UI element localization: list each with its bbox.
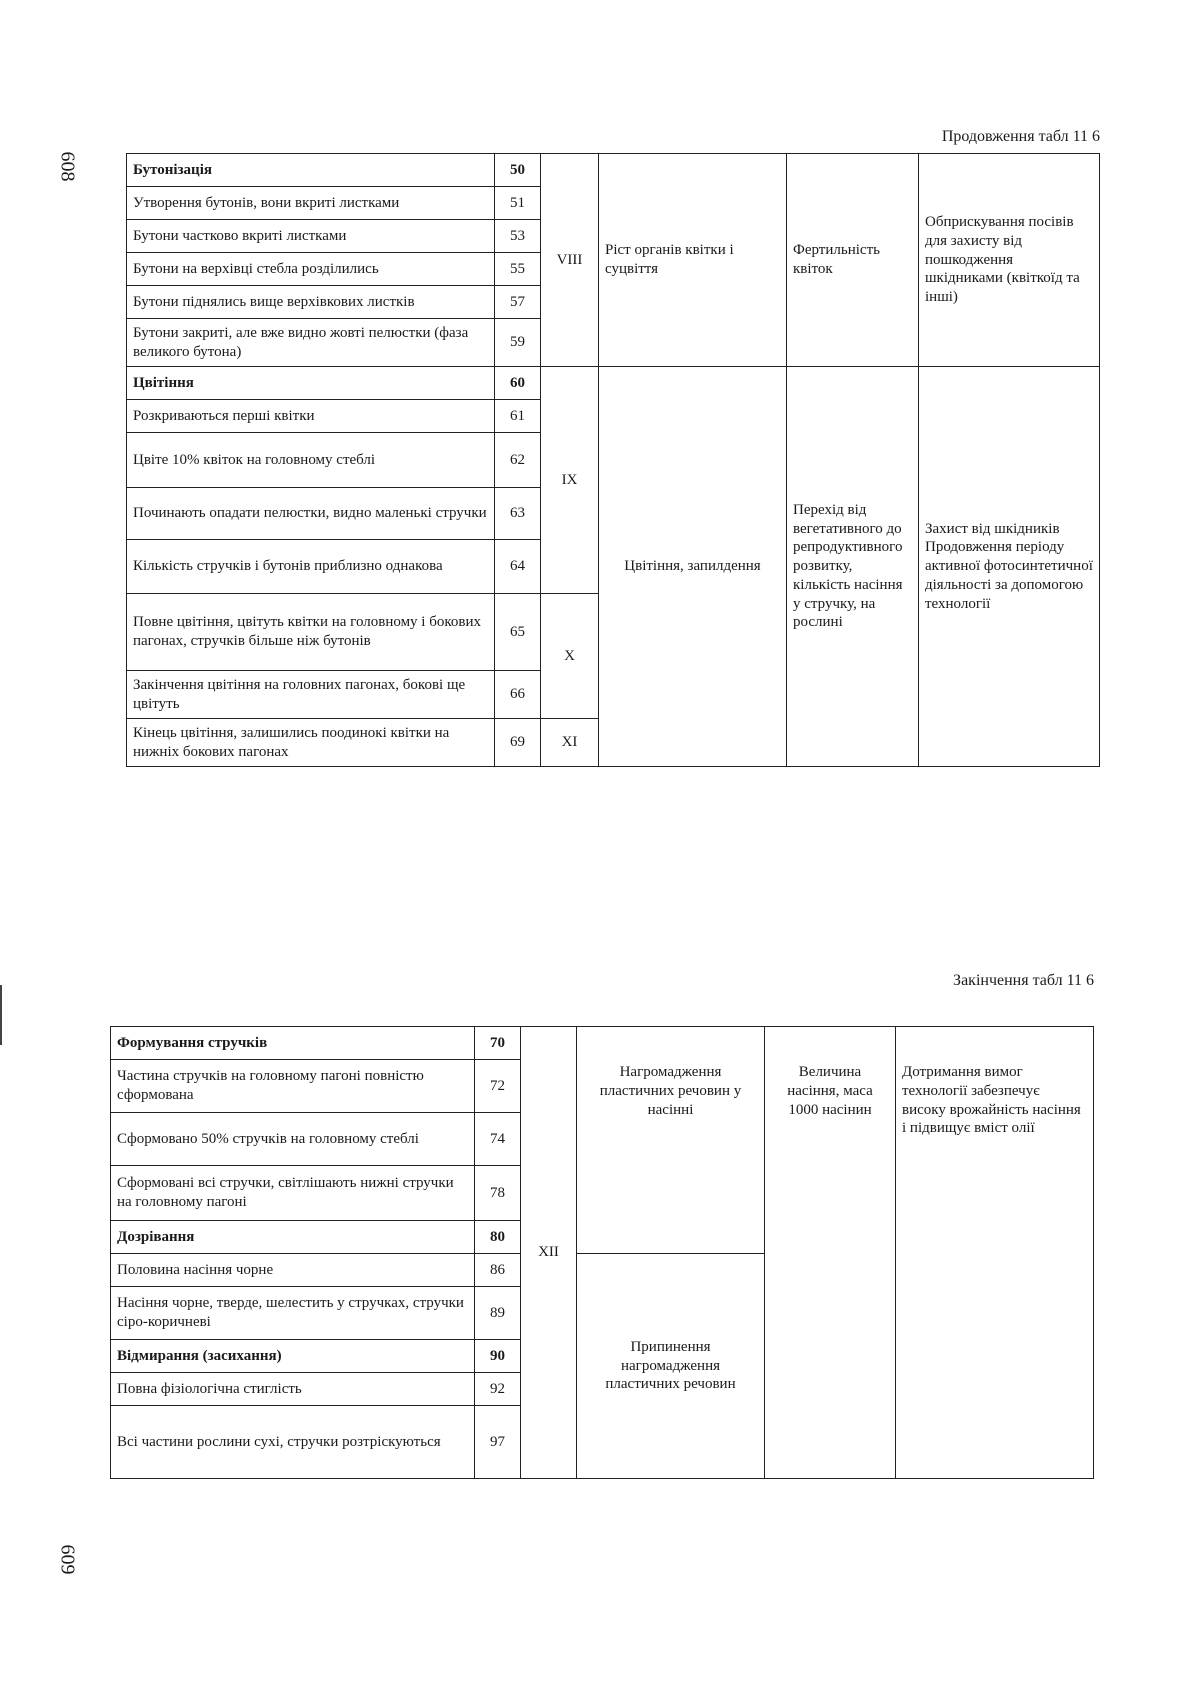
- measure-description: Дотримання вимог технології забезпечує високу врожайність насіння і підвищує вміст олії: [896, 1027, 1094, 1479]
- stage-code: 78: [475, 1166, 521, 1221]
- stage-code: 72: [475, 1060, 521, 1113]
- organogenesis-stage: VIII: [541, 154, 599, 367]
- stage-label: Утворення бутонів, вони вкриті листками: [127, 187, 495, 220]
- phenology-table-part-2: [110, 1026, 1094, 1479]
- stage-label: Половина насіння чорне: [111, 1254, 475, 1287]
- stage-label: Починають опадати пелюстки, видно маленькі стручки: [127, 488, 495, 540]
- stage-label: Формування стручків: [111, 1027, 475, 1060]
- stage-code: 55: [495, 253, 541, 286]
- stage-code: 63: [495, 488, 541, 540]
- stage-label: Всі частини рослини сухі, стручки розтріскуються: [111, 1406, 475, 1479]
- stage-code: 74: [475, 1113, 521, 1166]
- stage-code: 97: [475, 1406, 521, 1479]
- stage-code: 92: [475, 1373, 521, 1406]
- organogenesis-stage: X: [541, 594, 599, 719]
- stage-code: 51: [495, 187, 541, 220]
- stage-label: Насіння чорне, тверде, шелестить у стручках, стручки сіро-коричневі: [111, 1287, 475, 1340]
- indicator-description: Фертильність квіток: [787, 154, 919, 367]
- stage-label: Цвітіння: [127, 367, 495, 400]
- stage-label: Дозрівання: [111, 1221, 475, 1254]
- stage-label: Повне цвітіння, цвітуть квітки на головному і бокових пагонах, стручків більше ніж бутонів: [127, 594, 495, 671]
- page-number-bottom: 609: [56, 1544, 79, 1575]
- stage-label: Цвіте 10% квіток на головному стеблі: [127, 433, 495, 488]
- stage-code: 57: [495, 286, 541, 319]
- stage-label: Бутони піднялись вище верхівкових листків: [127, 286, 495, 319]
- stage-code: 90: [475, 1340, 521, 1373]
- stage-label: Відмирання (засихання): [111, 1340, 475, 1373]
- stage-label: Бутони частково вкриті листками: [127, 220, 495, 253]
- stage-label: Частина стручків на головному пагоні повністю сформована: [111, 1060, 475, 1113]
- stage-label: Сформовано 50% стручків на головному стеблі: [111, 1113, 475, 1166]
- table-caption-continued: Продовження табл 11 6: [941, 128, 1100, 145]
- stage-code: 70: [475, 1027, 521, 1060]
- stage-label: Бутони на верхівці стебла розділились: [127, 253, 495, 286]
- stage-label: Кінець цвітіння, залишились поодинокі квітки на нижніх бокових пагонах: [127, 719, 495, 767]
- stage-label: Кількість стручків і бутонів приблизно однакова: [127, 540, 495, 594]
- stage-label: Розкриваються перші квітки: [127, 400, 495, 433]
- organogenesis-stage: IX: [541, 367, 599, 594]
- stage-code: 66: [495, 671, 541, 719]
- indicator-description: Величина насіння, маса 1000 насінин: [765, 1027, 896, 1479]
- stage-label: Бутони закриті, але вже видно жовті пелюстки (фаза великого бутона): [127, 319, 495, 367]
- process-description: Ріст органів квітки і суцвіття: [599, 154, 787, 367]
- binding-mark: [0, 985, 2, 1045]
- stage-code: 53: [495, 220, 541, 253]
- stage-code: 65: [495, 594, 541, 671]
- stage-label: Бутонізація: [127, 154, 495, 187]
- stage-label: Закінчення цвітіння на головних пагонах, бокові ще цвітуть: [127, 671, 495, 719]
- stage-label: Сформовані всі стручки, світлішають нижні стручки на головному пагоні: [111, 1166, 475, 1221]
- stage-code: 89: [475, 1287, 521, 1340]
- measure-description: Обприскування посівів для захисту від пошкодження шкідниками (квіткоїд та інші): [919, 154, 1100, 367]
- process-description: Цвітіння, запилдення: [599, 367, 787, 767]
- page-number-top: 608: [56, 151, 79, 182]
- process-description: Припинення нагромадження пластичних речовин: [577, 1254, 765, 1479]
- indicator-description: Перехід від вегетативного до репродуктивного розвитку, кількість насіння у стручку, на рослині: [787, 367, 919, 767]
- stage-code: 61: [495, 400, 541, 433]
- stage-code: 62: [495, 433, 541, 488]
- organogenesis-stage: XII: [521, 1027, 577, 1479]
- stage-code: 50: [495, 154, 541, 187]
- measure-description: Захист від шкідників Продовження періоду активної фотосинтетичної діяльності за допомогою технології: [919, 367, 1100, 767]
- stage-code: 69: [495, 719, 541, 767]
- process-description: Нагромадження пластичних речовин у насінні: [577, 1027, 765, 1254]
- table-caption-final: Закінчення табл 11 6: [953, 972, 1094, 989]
- stage-label: Повна фізіологічна стиглість: [111, 1373, 475, 1406]
- phenology-table-part-1: [126, 153, 1100, 767]
- stage-code: 59: [495, 319, 541, 367]
- stage-code: 60: [495, 367, 541, 400]
- stage-code: 80: [475, 1221, 521, 1254]
- organogenesis-stage: XI: [541, 719, 599, 767]
- stage-code: 64: [495, 540, 541, 594]
- stage-code: 86: [475, 1254, 521, 1287]
